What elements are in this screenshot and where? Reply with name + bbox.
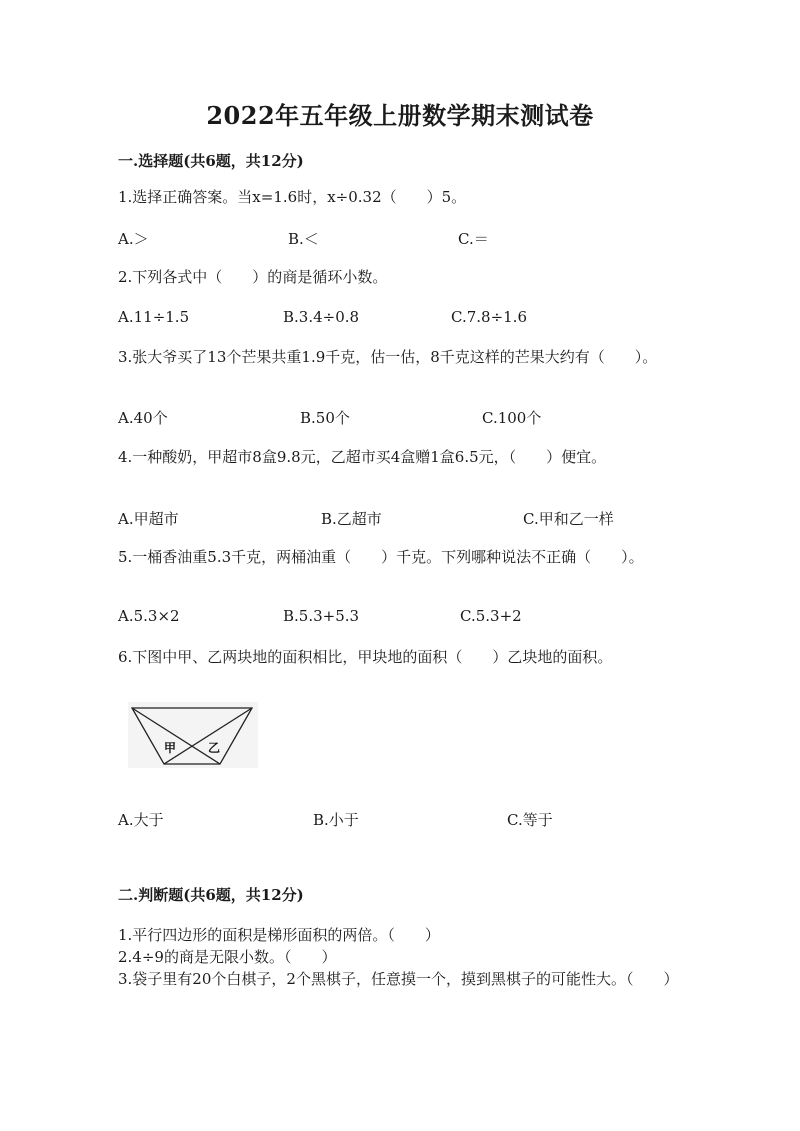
- question-5-option-c: C.5.3+2: [460, 607, 522, 625]
- question-4: 4.一种酸奶，甲超市8盒9.8元，乙超市买4盒赠1盒6.5元，（ ）便宜。: [118, 448, 607, 466]
- question-3-option-a: A.40个: [118, 409, 168, 427]
- label-jia: 甲: [164, 741, 177, 755]
- question-3: 3.张大爷买了13个芒果共重1.9千克，估一估，8千克这样的芒果大约有（ ）。: [118, 348, 658, 366]
- question-2-option-c: C.7.8÷1.6: [451, 308, 527, 326]
- question-5: 5.一桶香油重5.3千克，两桶油重（ ）千克。下列哪种说法不正确（ ）。: [118, 548, 644, 566]
- trapezoid-figure: [128, 702, 258, 768]
- question-1-option-b: B.＜: [288, 230, 319, 248]
- section-title-judge: 二.判断题(共6题，共12分): [118, 886, 304, 904]
- question-2-option-b: B.3.4÷0.8: [283, 308, 360, 326]
- question-6-option-b: B.小于: [313, 811, 359, 829]
- question-2-option-a: A.11÷1.5: [118, 308, 190, 326]
- judge-question-3: 3.袋子里有20个白棋子，2个黑棋子，任意摸一个，摸到黑棋子的可能性大。（ ）: [118, 970, 679, 988]
- question-4-option-a: A.甲超市: [118, 510, 179, 528]
- question-6-option-a: A.大于: [118, 811, 164, 829]
- question-1-option-c: C.＝: [458, 230, 489, 248]
- question-4-option-b: B.乙超市: [321, 510, 382, 528]
- question-5-option-a: A.5.3×2: [118, 607, 180, 625]
- question-1: 1.选择正确答案。当x=1.6时，x÷0.32（ ）5。: [118, 188, 467, 206]
- section-title-choice: 一.选择题(共6题，共12分): [118, 152, 304, 170]
- judge-question-1: 1.平行四边形的面积是梯形面积的两倍。（ ）: [118, 926, 440, 944]
- question-4-option-c: C.甲和乙一样: [523, 510, 614, 528]
- judge-question-2: 2.4÷9的商是无限小数。（ ）: [118, 948, 337, 966]
- question-3-option-c: C.100个: [482, 409, 542, 427]
- trapezoid-diagram: [128, 702, 258, 768]
- question-1-option-a: A.＞: [118, 230, 149, 248]
- question-6-option-c: C.等于: [507, 811, 553, 829]
- page-title: 2022年五年级上册数学期末测试卷: [206, 101, 594, 130]
- question-3-option-b: B.50个: [300, 409, 350, 427]
- question-5-option-b: B.5.3+5.3: [283, 607, 360, 625]
- label-yi: 乙: [208, 741, 221, 755]
- question-6: 6.下图中甲、乙两块地的面积相比，甲块地的面积（ ）乙块地的面积。: [118, 648, 613, 666]
- question-2: 2.下列各式中（ ）的商是循环小数。: [118, 268, 388, 286]
